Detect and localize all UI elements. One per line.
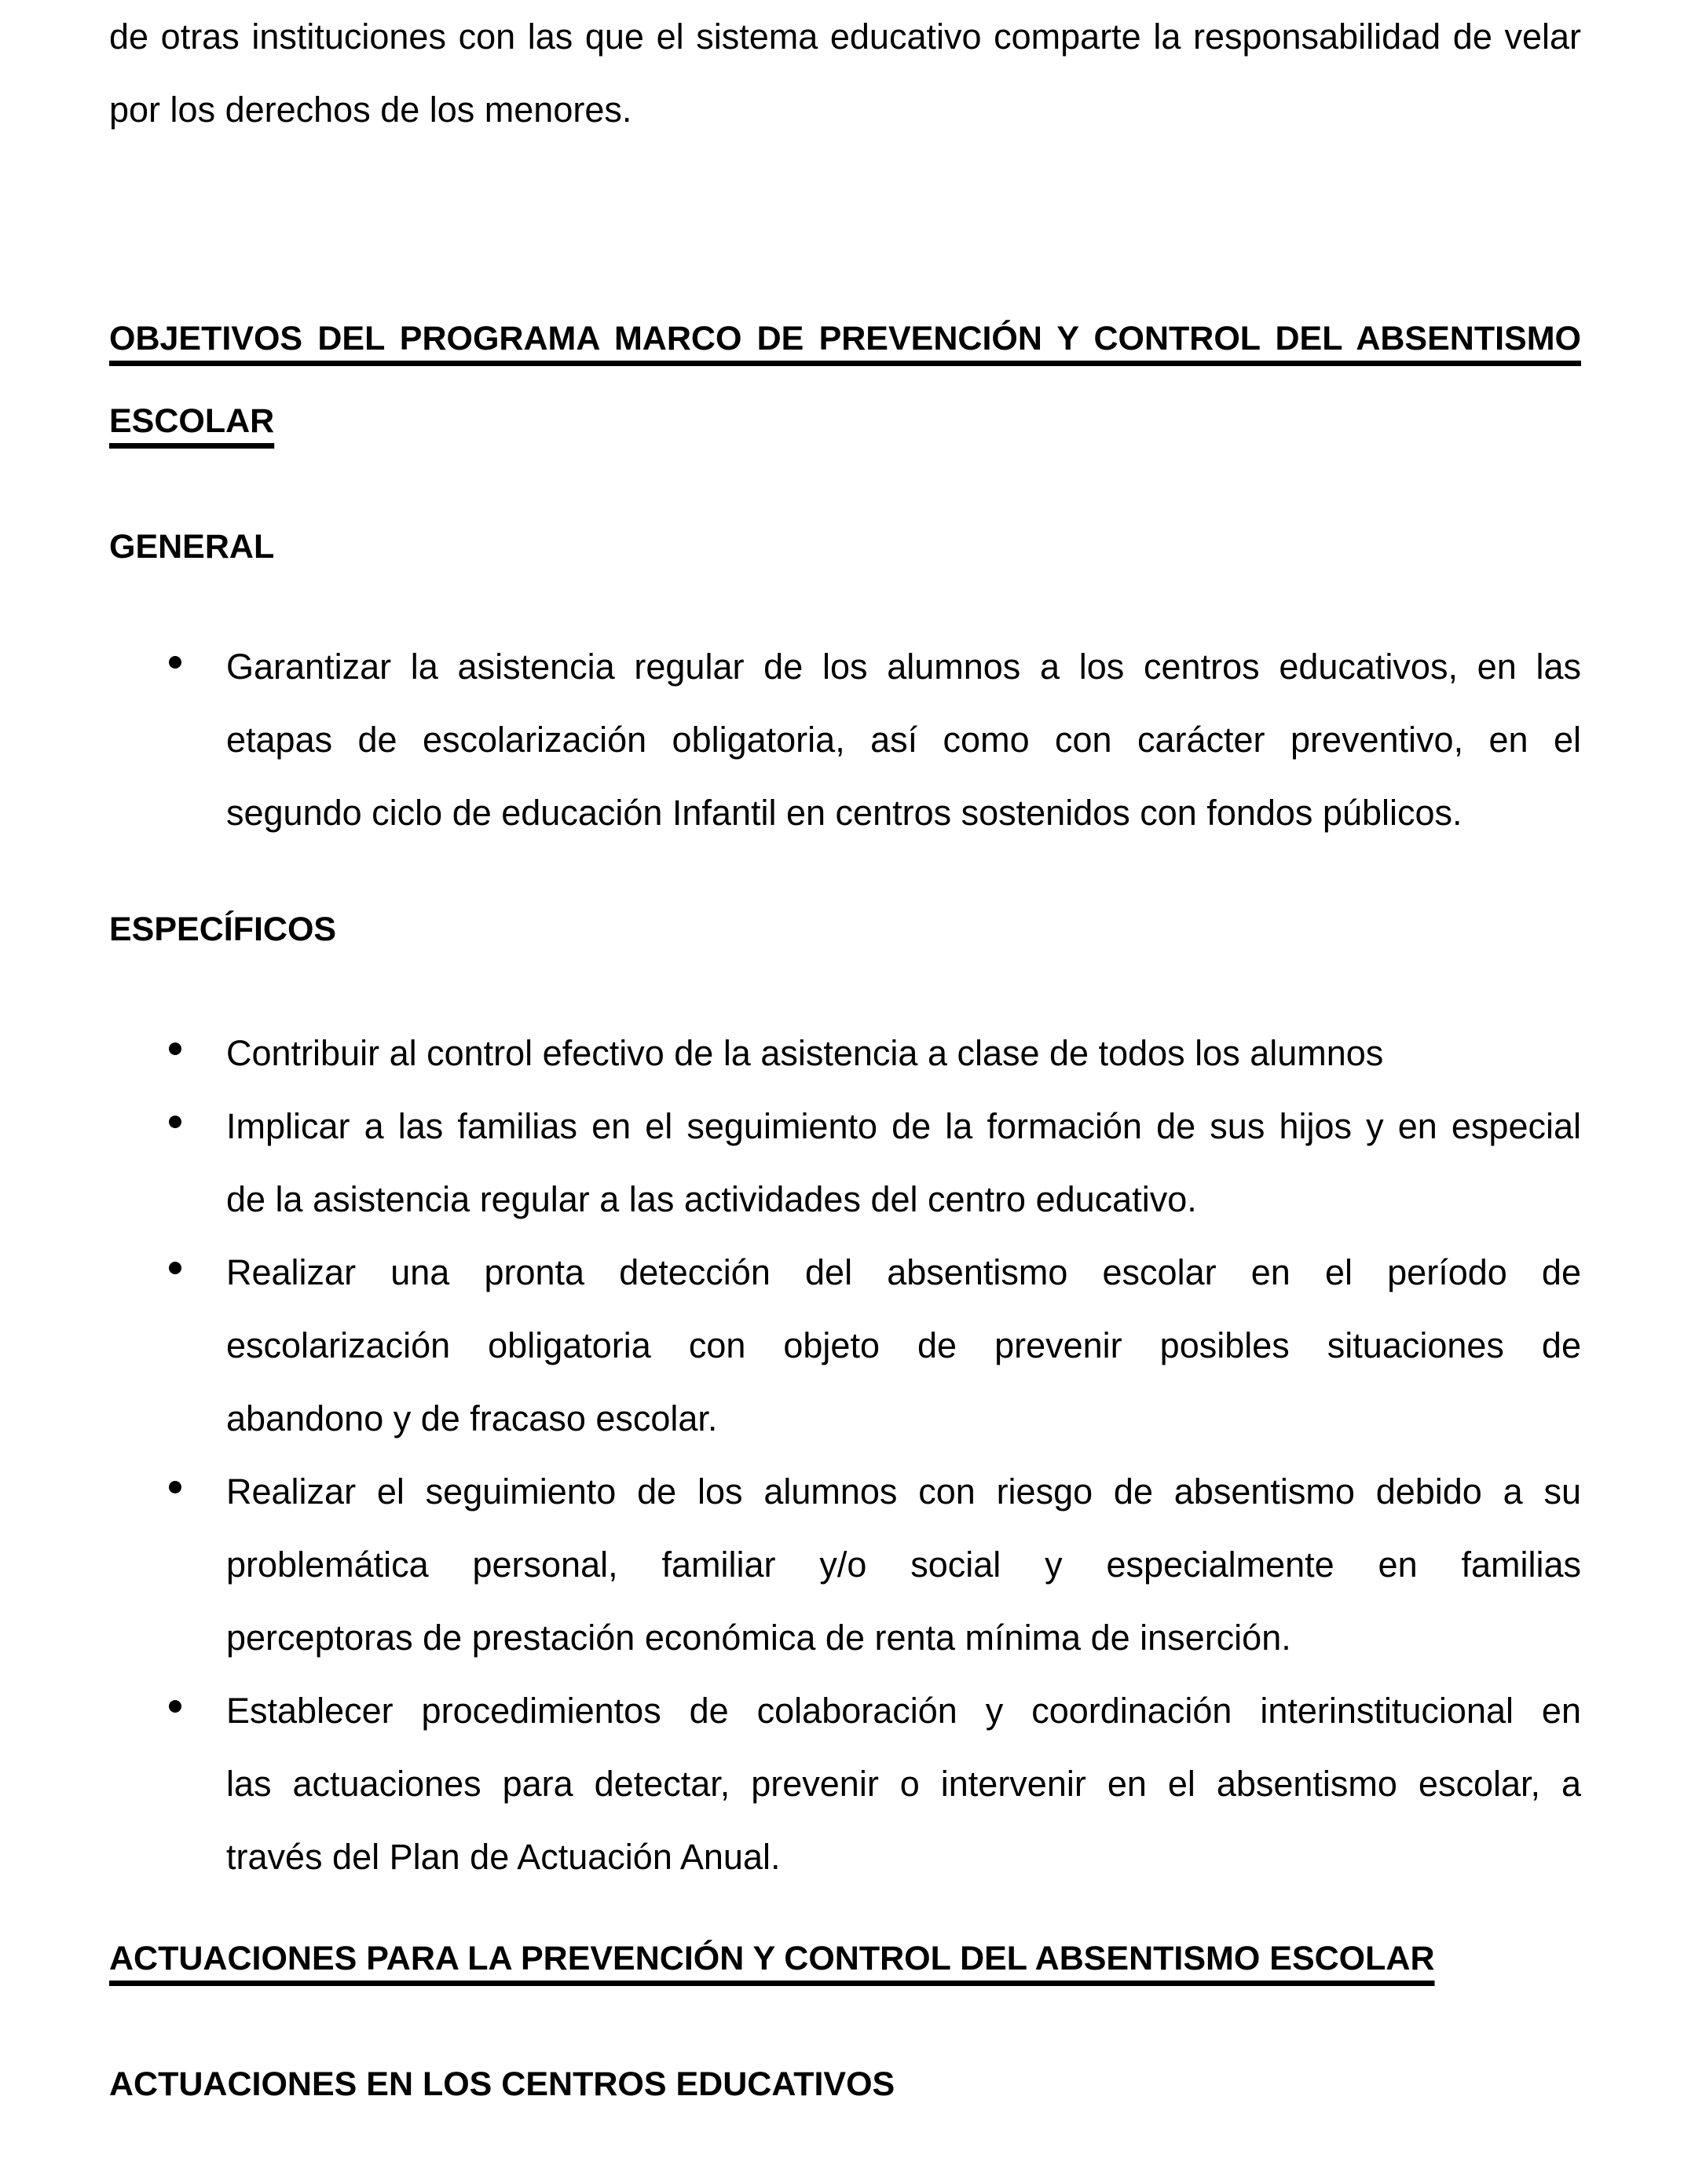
bullet-marker <box>169 1481 181 1493</box>
bullet-line <box>109 1455 1581 1528</box>
bullet-line: problemática personal, familiar y/o social y especialmente en familias <box>226 1545 1581 1585</box>
intro-line: de otras instituciones con las que el sistema educativo comparte la responsabilidad de velar <box>109 16 1581 57</box>
section-title-line <box>109 385 1581 458</box>
bullet-line <box>109 1017 1581 1090</box>
bullet-line: través del Plan de Actuación Anual. <box>226 1837 781 1877</box>
bullet-line: de la asistencia regular a las actividades del centro educativo. <box>226 1179 1197 1219</box>
bullet-line: escolarización obligatoria con objeto de prevenir posibles situaciones de <box>226 1325 1581 1365</box>
bullet-marker <box>169 1700 181 1713</box>
bullet-line <box>109 1674 1581 1747</box>
intro-paragraph <box>109 0 1581 146</box>
bullet-line: perceptoras de prestación económica de renta mínima de inserción. <box>226 1618 1291 1658</box>
bullet-item <box>109 1017 1581 1090</box>
section-title-underlined-word: ESCOLAR <box>109 402 275 440</box>
bullet-text: Realizar el seguimiento de los alumnos con riesgo de absentismo debido a su <box>226 1471 1581 1512</box>
bullet-line: abandono y de fracaso escolar. <box>226 1398 718 1438</box>
centros-educativos-heading: ACTUACIONES EN LOS CENTROS EDUCATIVOS <box>109 2065 895 2103</box>
general-heading: GENERAL <box>109 528 275 566</box>
bullet-line: las actuaciones para detectar, prevenir o intervenir en el absentismo escolar, a <box>226 1764 1581 1804</box>
section-title-line: OBJETIVOS DEL PROGRAMA MARCO DE PREVENCIÓN Y CONTROL DEL ABSENTISMO <box>109 320 1581 357</box>
section-title-underlined-text: ACTUACIONES PARA LA PREVENCIÓN Y CONTROL DEL ABSENTISMO ESCOLAR <box>109 1940 1435 1977</box>
especificos-heading: ESPECÍFICOS <box>109 911 337 948</box>
bullet-item <box>109 630 1581 849</box>
section-title-actuaciones <box>109 1922 1581 1995</box>
bullet-line <box>109 1090 1581 1163</box>
bullet-marker <box>169 1262 181 1274</box>
bullet-text: Garantizar la asistencia regular de los alumnos a los centros educativos, en las <box>226 647 1581 687</box>
bullet-item <box>109 1090 1581 1236</box>
bullet-line: segundo ciclo de educación Infantil en centros sostenidos con fondos públicos. <box>226 793 1463 833</box>
bullet-marker <box>169 1116 181 1128</box>
bullet-item <box>109 1455 1581 1674</box>
bullet-text: Establecer procedimientos de colaboración y coordinación interinstitucional en <box>226 1691 1581 1731</box>
section-title-objetivos <box>109 302 1581 458</box>
bullet-marker <box>169 656 181 669</box>
bullet-text: Implicar a las familias en el seguimiento de la formación de sus hijos y en especial <box>226 1106 1581 1146</box>
bullet-line <box>109 1236 1581 1309</box>
intro-line: por los derechos de los menores. <box>109 90 632 130</box>
bullet-item <box>109 1236 1581 1455</box>
bullet-item <box>109 1674 1581 1893</box>
bullet-text: Realizar una pronta detección del absentismo escolar en el período de <box>226 1252 1581 1292</box>
bullet-marker <box>169 1043 181 1055</box>
bullet-text: Contribuir al control efectivo de la asistencia a clase de todos los alumnos <box>226 1033 1384 1073</box>
bullet-line <box>109 630 1581 703</box>
bullet-line: etapas de escolarización obligatoria, así como con carácter preventivo, en el <box>226 720 1581 760</box>
